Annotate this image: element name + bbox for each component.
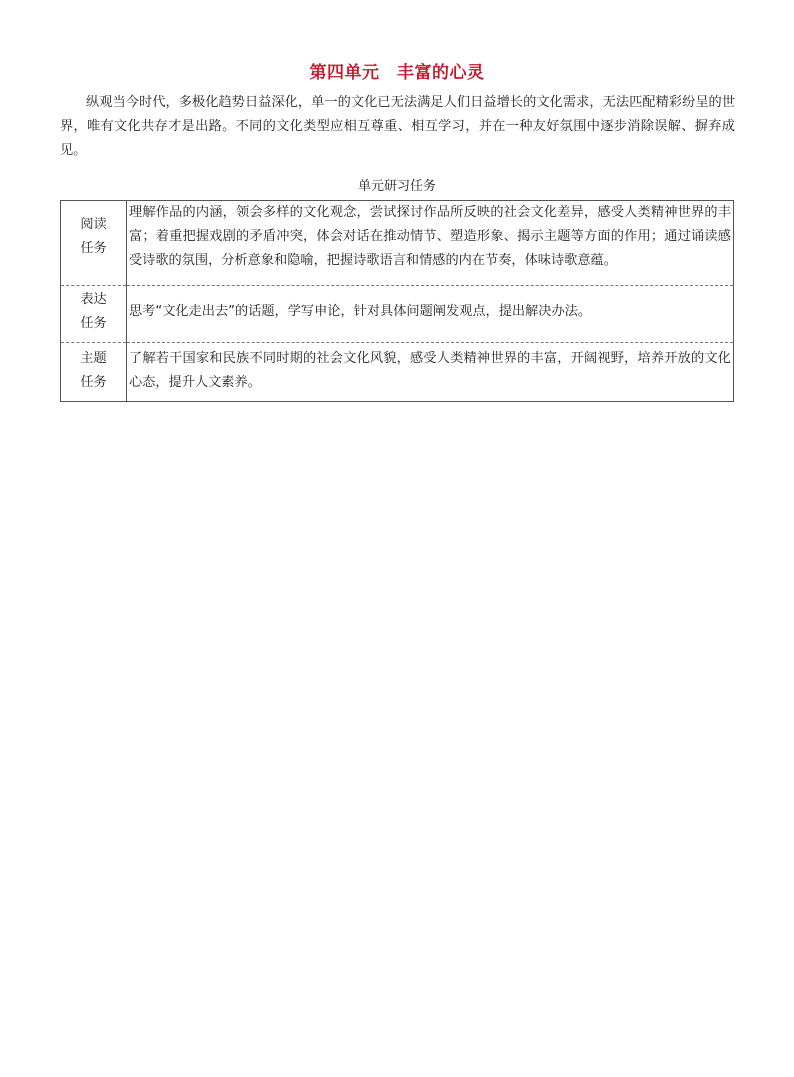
task-content-theme: 了解若干国家和民族不同时期的社会文化风貌，感受人类精神世界的丰富，开阔视野，培养开放的文化心态，提升人文素养。: [127, 343, 734, 402]
table-row-reading: [61, 201, 734, 286]
table-row-expression: [61, 286, 734, 343]
task-label-line: 任务: [80, 241, 107, 256]
task-label-reading: [61, 201, 127, 286]
task-label-expression: [61, 286, 127, 343]
intro-paragraph: 纵观当今时代，多极化趋势日益深化，单一的文化已无法满足人们日益增长的文化需求，无法匹配精彩纷呈的世界，唯有文化共存才是出路。不同的文化类型应相互尊重、相互学习，并在一种友好氛围中逐步消除误解、摒弃成见。: [60, 95, 735, 158]
task-label-line: 阅读: [80, 217, 107, 232]
task-content-reading: 理解作品的内涵，领会多样的文化观念，尝试探讨作品所反映的社会文化差异，感受人类精神世界的丰富；着重把握戏剧的矛盾冲突，体会对话在推动情节、塑造形象、揭示主题等方面的作用；通过诵读感受诗歌的氛围，分析意象和隐喻，把握诗歌语言和情感的内在节奏，体味诗歌意蕴。: [127, 201, 734, 286]
table-row-theme: [61, 343, 734, 402]
unit-tasks-table: [60, 200, 734, 402]
table-caption: 单元研习任务: [357, 179, 436, 194]
task-label-line: 主题: [80, 351, 107, 366]
task-content-expression: 思考“文化走出去”的话题，学写申论，针对具体问题阐发观点，提出解决办法。: [127, 286, 734, 343]
task-label-line: 表达: [80, 292, 107, 307]
task-label-theme: [61, 343, 127, 402]
task-label-line: 任务: [80, 375, 107, 390]
unit-title: 第四单元 丰富的心灵: [309, 63, 485, 83]
task-label-line: 任务: [80, 316, 107, 331]
